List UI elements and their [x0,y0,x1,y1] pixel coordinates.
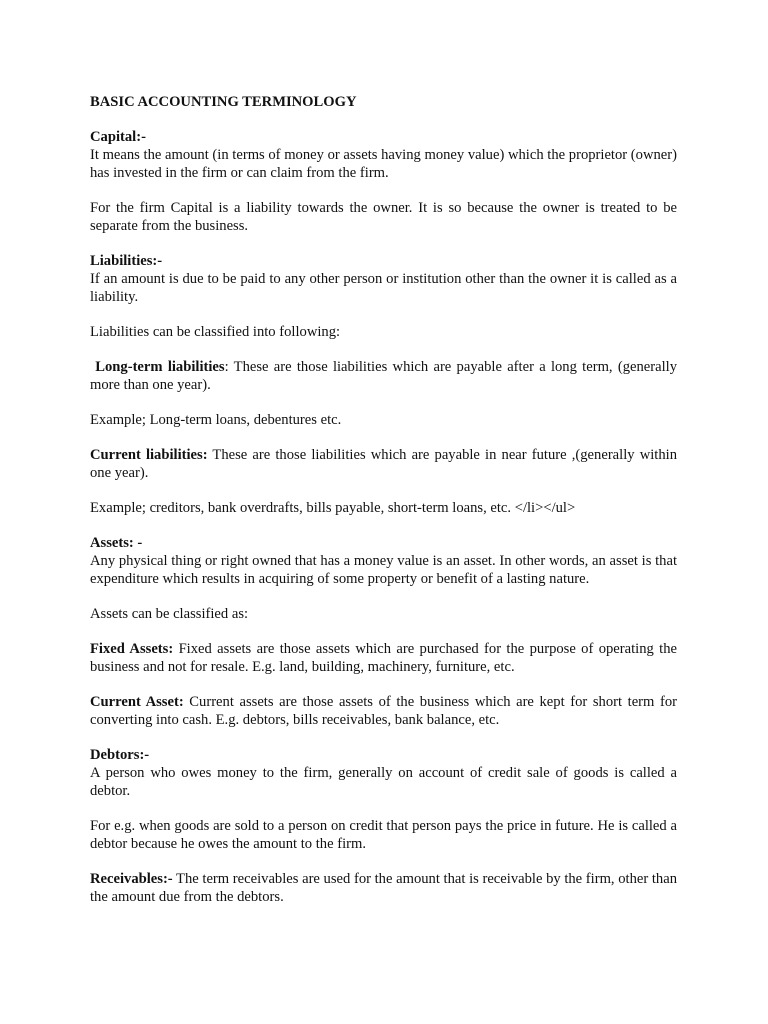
capital-heading: Capital:- [90,129,146,145]
fixed-assets-text: Fixed assets are those assets which are purchased for the purpose of operating the business and not for resale. E.g. land, building, machinery, furniture, etc. [90,641,677,675]
current-liabilities-paragraph [90,446,677,482]
document-title: BASIC ACCOUNTING TERMINOLOGY [90,94,357,110]
current-liabilities-text: These are those liabilities which are payable in near future ,(generally within one year). [90,447,677,481]
long-term-liabilities-example: Example; Long-term loans, debentures etc. [90,412,342,428]
receivables-text: The term receivables are used for the amount that is receivable by the firm, other than the amount due from the debtors. [90,871,677,905]
capital-paragraph-1: It means the amount (in terms of money or assets having money value) which the proprietor (owner) has invested in the firm or can claim from the firm. [90,147,677,181]
long-term-liabilities-text: : These are those liabilities which are payable after a long term, (generally more than one year). [90,359,677,393]
current-asset-paragraph [90,693,677,729]
current-asset-text: Current assets are those assets of the business which are kept for short term for converting into cash. E.g. debtors, bills receivables, bank balance, etc. [90,694,677,728]
long-term-liabilities-label: Long-term liabilities [90,359,225,375]
debtors-heading: Debtors:- [90,747,150,763]
document-page [90,93,677,923]
assets-paragraph-1: Any physical thing or right owned that has a money value is an asset. In other words, an asset is that expenditure which results in acquiring of some property or benefit of a lasting nature. [90,553,677,587]
fixed-assets-label: Fixed Assets: [90,641,174,657]
receivables-label: Receivables:- [90,871,173,887]
liabilities-heading: Liabilities:- [90,253,163,269]
debtors-paragraph-1: A person who owes money to the firm, generally on account of credit sale of goods is called a debtor. [90,765,677,799]
liabilities-paragraph-2: Liabilities can be classified into following: [90,324,341,340]
capital-paragraph-2: For the firm Capital is a liability towards the owner. It is so because the owner is treated to be separate from the business. [90,200,677,234]
current-liabilities-label: Current liabilities: [90,447,208,463]
debtors-paragraph-2: For e.g. when goods are sold to a person on credit that person pays the price in future. He is called a debtor because he owes the amount to the firm. [90,818,677,852]
assets-paragraph-2: Assets can be classified as: [90,606,249,622]
current-asset-label: Current Asset: [90,694,184,710]
assets-heading: Assets: - [90,535,143,551]
long-term-liabilities-paragraph [90,358,677,394]
fixed-assets-paragraph [90,640,677,676]
liabilities-paragraph-1: If an amount is due to be paid to any other person or institution other than the owner it is called as a liability. [90,271,677,305]
current-liabilities-example: Example; creditors, bank overdrafts, bills payable, short-term loans, etc. </li></ul> [90,500,576,516]
receivables-paragraph [90,870,677,906]
